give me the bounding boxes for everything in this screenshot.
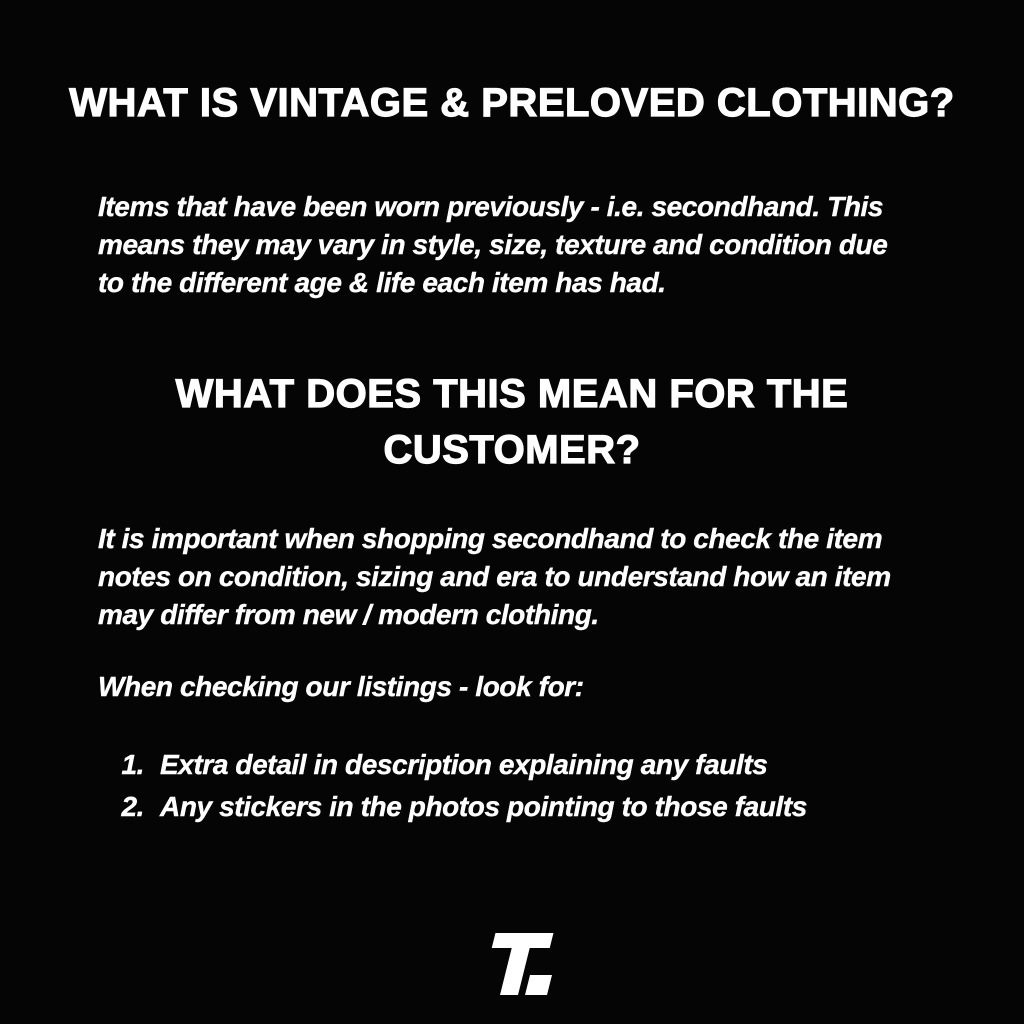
intro-line-2: means they may vary in style, size, texture and condition due bbox=[98, 229, 888, 260]
list-item-number: 2. bbox=[121, 791, 144, 822]
page-title: WHAT IS VINTAGE & PRELOVED CLOTHING? bbox=[69, 81, 955, 125]
customer-paragraph bbox=[98, 520, 891, 634]
logo-t-bar bbox=[492, 933, 554, 948]
brand-logo-text bbox=[470, 933, 471, 934]
listings-intro bbox=[98, 668, 584, 706]
customer-heading-line-2: CUSTOMER? bbox=[383, 428, 641, 472]
customer-section-heading bbox=[0, 366, 1024, 478]
list-item-number: 1. bbox=[121, 749, 144, 780]
brand-logo bbox=[470, 933, 554, 995]
intro-line-1: Items that have been worn previously - i.e. secondhand. This bbox=[98, 191, 884, 222]
list-item-text: Extra detail in description explaining any faults bbox=[160, 749, 768, 780]
intro-line-3: to the different age & life each item has had. bbox=[98, 267, 666, 298]
list-item-text: Any stickers in the photos pointing to those faults bbox=[160, 791, 807, 822]
fault-checklist bbox=[98, 744, 807, 828]
intro-paragraph bbox=[98, 188, 887, 302]
customer-heading-line-1: WHAT DOES THIS MEAN FOR THE bbox=[175, 372, 849, 416]
list-item bbox=[98, 744, 807, 786]
logo-period-dot bbox=[525, 975, 552, 995]
brand-t-icon bbox=[470, 933, 569, 995]
logo-t-stem bbox=[500, 948, 530, 995]
list-item bbox=[98, 786, 807, 828]
customer-line-3: may differ from new / modern clothing. bbox=[98, 599, 599, 630]
customer-line-1: It is important when shopping secondhand to check the item bbox=[98, 523, 883, 554]
customer-line-2: notes on condition, sizing and era to understand how an item bbox=[98, 561, 891, 592]
listings-intro-line: When checking our listings - look for: bbox=[98, 671, 584, 702]
